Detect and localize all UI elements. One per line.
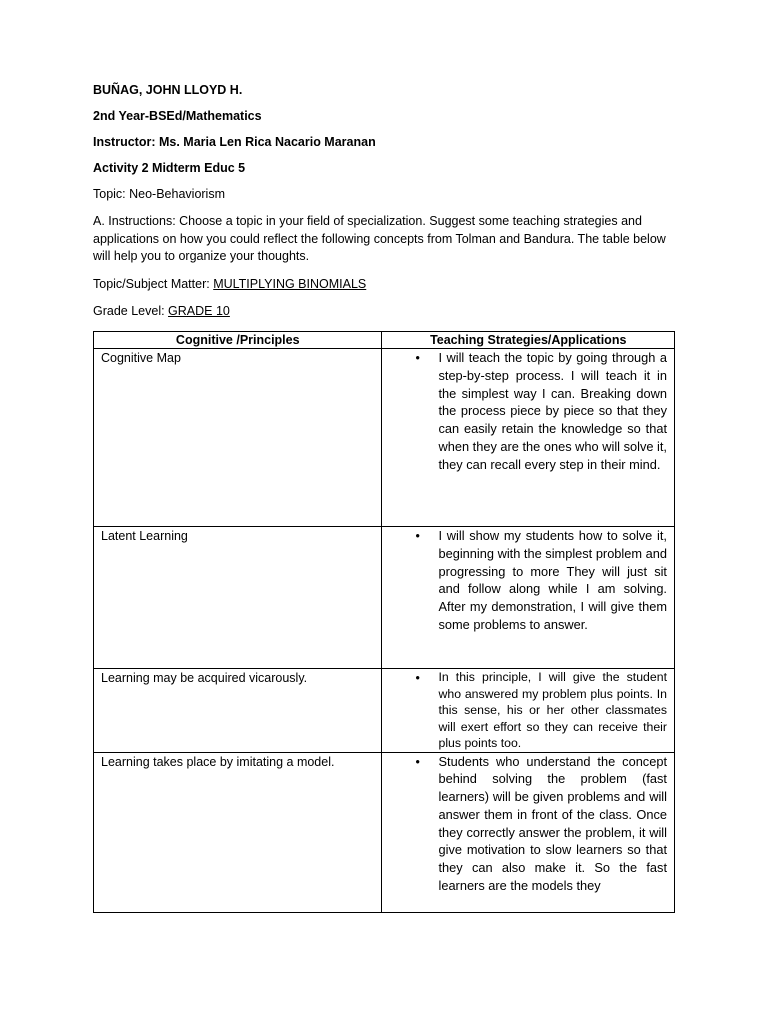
- student-name: BUÑAG, JOHN LLOYD H.: [93, 83, 243, 97]
- strategy-text: In this principle, I will give the student who answered my problem plus points. In this sense, his or her other classmates will exert effort so they can receive their plus points too.: [438, 670, 667, 750]
- year-program: 2nd Year-BSEd/Mathematics: [93, 109, 262, 123]
- grade-level-line: [93, 303, 230, 319]
- table-header-row: [94, 332, 675, 349]
- subject-matter-value: MULTIPLYING BINOMIALS: [213, 277, 367, 291]
- strategy-cell: [382, 752, 675, 912]
- instructions-paragraph: A. Instructions: Choose a topic in your field of specialization. Suggest some teaching strategies and applications on how you could reflect the following concepts from Tolman and Bandura. The table below will help you to organize your thoughts.: [93, 214, 666, 263]
- strategies-table: [93, 331, 675, 913]
- table-row: [94, 669, 675, 753]
- table-row: [94, 752, 675, 912]
- bullet-icon: •: [415, 671, 420, 685]
- strategy-text: I will show my students how to solve it, beginning with the simplest problem and progressing to more They will just sit and follow along while I am solving. After my demonstration, I will give them some problems to answer.: [438, 528, 667, 632]
- strategy-cell: [382, 349, 675, 527]
- grade-level-value: GRADE 10: [168, 304, 230, 318]
- header-strategies: Teaching Strategies/Applications: [382, 332, 675, 349]
- table-row: [94, 349, 675, 527]
- subject-matter-label: Topic/Subject Matter:: [93, 277, 214, 291]
- activity-title: Activity 2 Midterm Educ 5: [93, 161, 246, 175]
- principle-cell: Learning takes place by imitating a model.: [94, 752, 382, 912]
- grade-level-label: Grade Level:: [93, 304, 169, 318]
- strategy-clip: [382, 753, 674, 912]
- strategy-text: Students who understand the concept behind solving the problem (fast learners) will be given problems and will answer them in front of the class. Once they correctly answer the problem, it will give motivation to slow learners so that they can also make it. So the fast learners are the models they: [438, 753, 667, 894]
- bullet-icon: •: [415, 754, 420, 769]
- header-principles: Cognitive /Principles: [94, 332, 382, 349]
- strategy-cell: [382, 669, 675, 753]
- principle-cell: Learning may be acquired vicarously.: [94, 669, 382, 753]
- principle-cell: Latent Learning: [94, 527, 382, 669]
- table-row: [94, 527, 675, 669]
- strategy-text: I will teach the topic by going through a step-by-step process. I will teach it in the simplest way I can. Breaking down the process piece by piece so that they can easily retain the knowledge so that when they are the ones who will solve it, they can recall every step in their mind.: [438, 350, 667, 472]
- principle-cell: Cognitive Map: [94, 349, 382, 527]
- subject-matter-line: [93, 276, 366, 292]
- bullet-icon: •: [415, 351, 420, 365]
- topic-line: Topic: Neo-Behaviorism: [93, 187, 225, 201]
- instructor-line: Instructor: Ms. Maria Len Rica Nacario Maranan: [93, 135, 376, 149]
- strategy-cell: [382, 527, 675, 669]
- bullet-icon: •: [415, 529, 420, 543]
